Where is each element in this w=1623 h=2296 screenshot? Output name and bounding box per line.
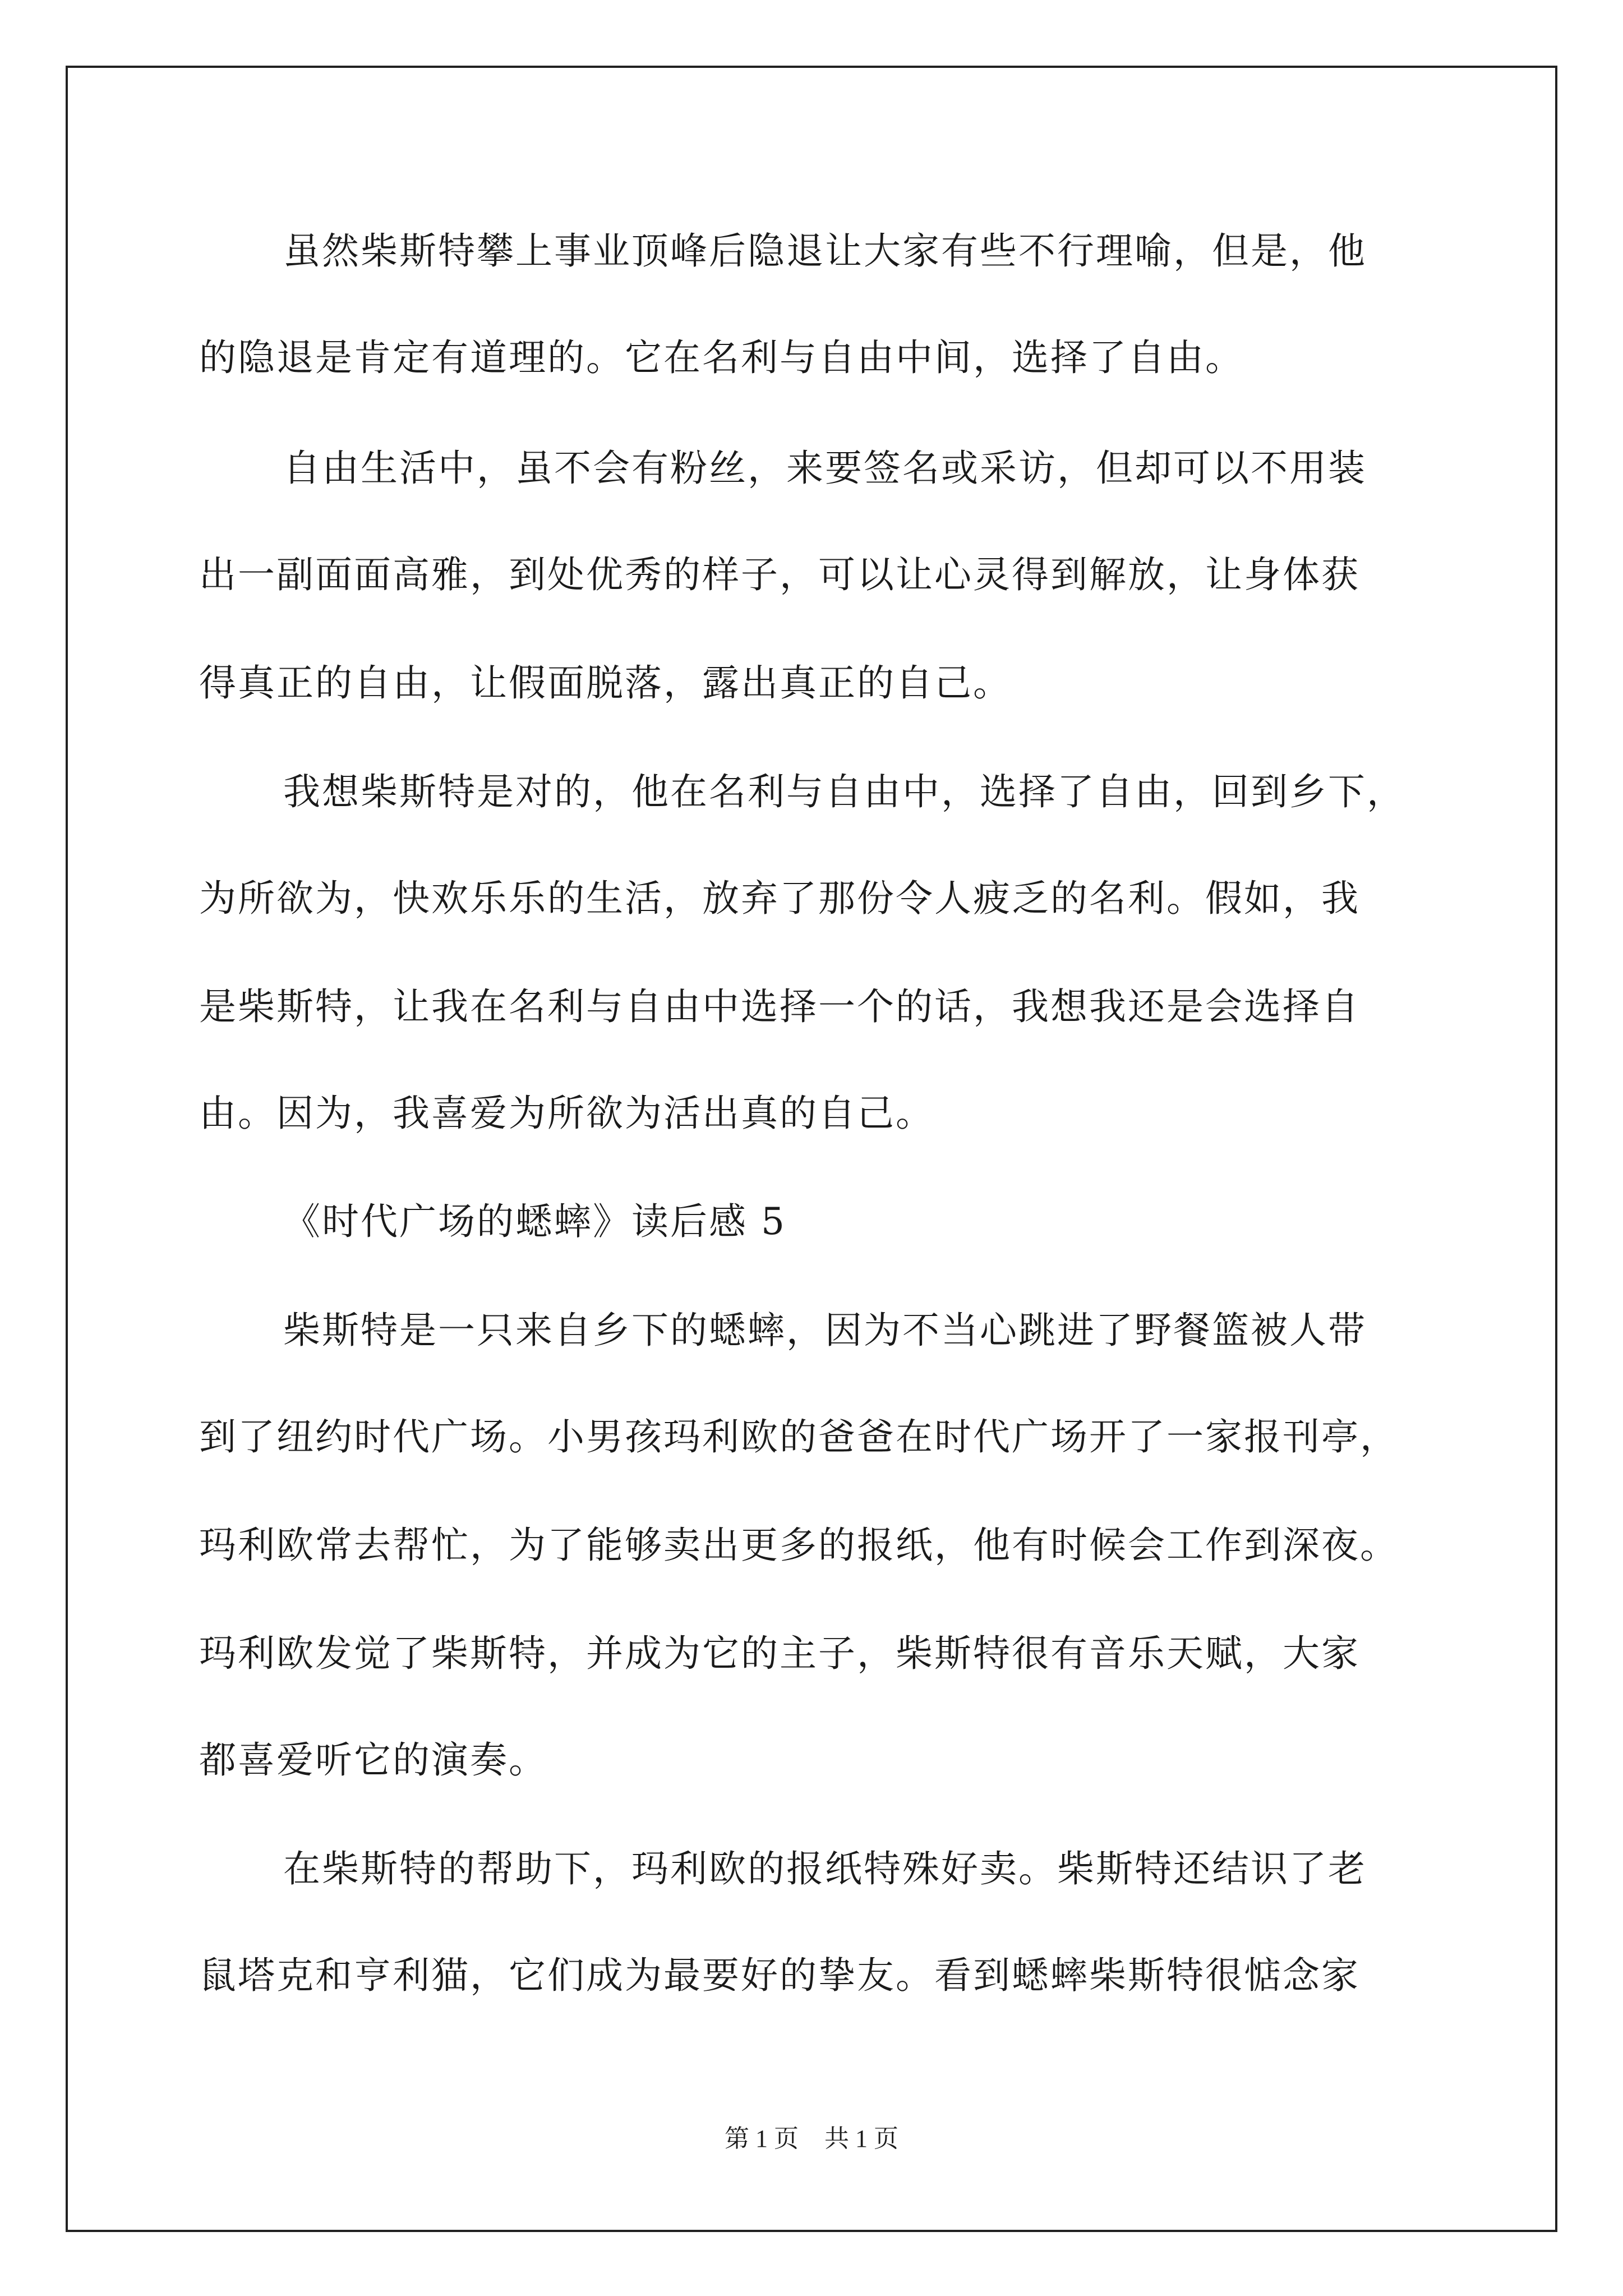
paragraph-line: 为所欲为，快欢乐乐的生活，放弃了那份令人疲乏的名利。假如，我	[199, 877, 1360, 920]
page-border	[66, 66, 1557, 2232]
page-number: 第 1 页	[725, 2125, 799, 2152]
paragraph-line: 我想柴斯特是对的，他在名利与自由中，选择了自由，回到乡下，	[283, 770, 1405, 813]
paragraph-line: 玛利欧发觉了柴斯特，并成为它的主子，柴斯特很有音乐天赋，大家	[199, 1632, 1360, 1675]
paragraph-line: 是柴斯特，让我在名利与自由中选择一个的话，我想我还是会选择自	[199, 985, 1360, 1028]
paragraph-line: 玛利欧常去帮忙，为了能够卖出更多的报纸，他有时候会工作到深夜。	[199, 1524, 1399, 1567]
paragraph-line: 虽然柴斯特攀上事业顶峰后隐退让大家有些不行理喻，但是，他	[283, 229, 1367, 273]
paragraph-line: 由。因为，我喜爱为所欲为活出真的自己。	[199, 1092, 934, 1135]
paragraph-line: 鼠塔克和亨利猫，它们成为最要好的挚友。看到蟋蟀柴斯特很惦念家	[199, 1954, 1360, 1997]
section-heading: 《时代广场的蟋蟀》读后感 5	[283, 1200, 786, 1243]
paragraph-line: 得真正的自由，让假面脱落，露出真正的自己。	[199, 661, 1012, 705]
paragraph-line: 都喜爱听它的演奏。	[199, 1738, 547, 1782]
paragraph-line: 柴斯特是一只来自乡下的蟋蟀，因为不当心跳进了野餐篮被人带	[283, 1309, 1367, 1352]
paragraph-line: 到了纽约时代广场。小男孩玛利欧的爸爸在时代广场开了一家报刊亭，	[199, 1415, 1399, 1458]
paragraph-line: 自由生活中，虽不会有粉丝，来要签名或采访，但却可以不用装	[283, 447, 1367, 490]
paragraph-line: 出一副面面高雅，到处优秀的样子，可以让心灵得到解放，让身体获	[199, 553, 1360, 596]
page-total: 共 1 页	[824, 2125, 898, 2152]
page-footer	[0, 2123, 1623, 2155]
paragraph-line: 的隐退是肯定有道理的。它在名利与自由中间，选择了自由。	[199, 336, 1244, 379]
paragraph-line: 在柴斯特的帮助下，玛利欧的报纸特殊好卖。柴斯特还结识了老	[283, 1847, 1367, 1890]
